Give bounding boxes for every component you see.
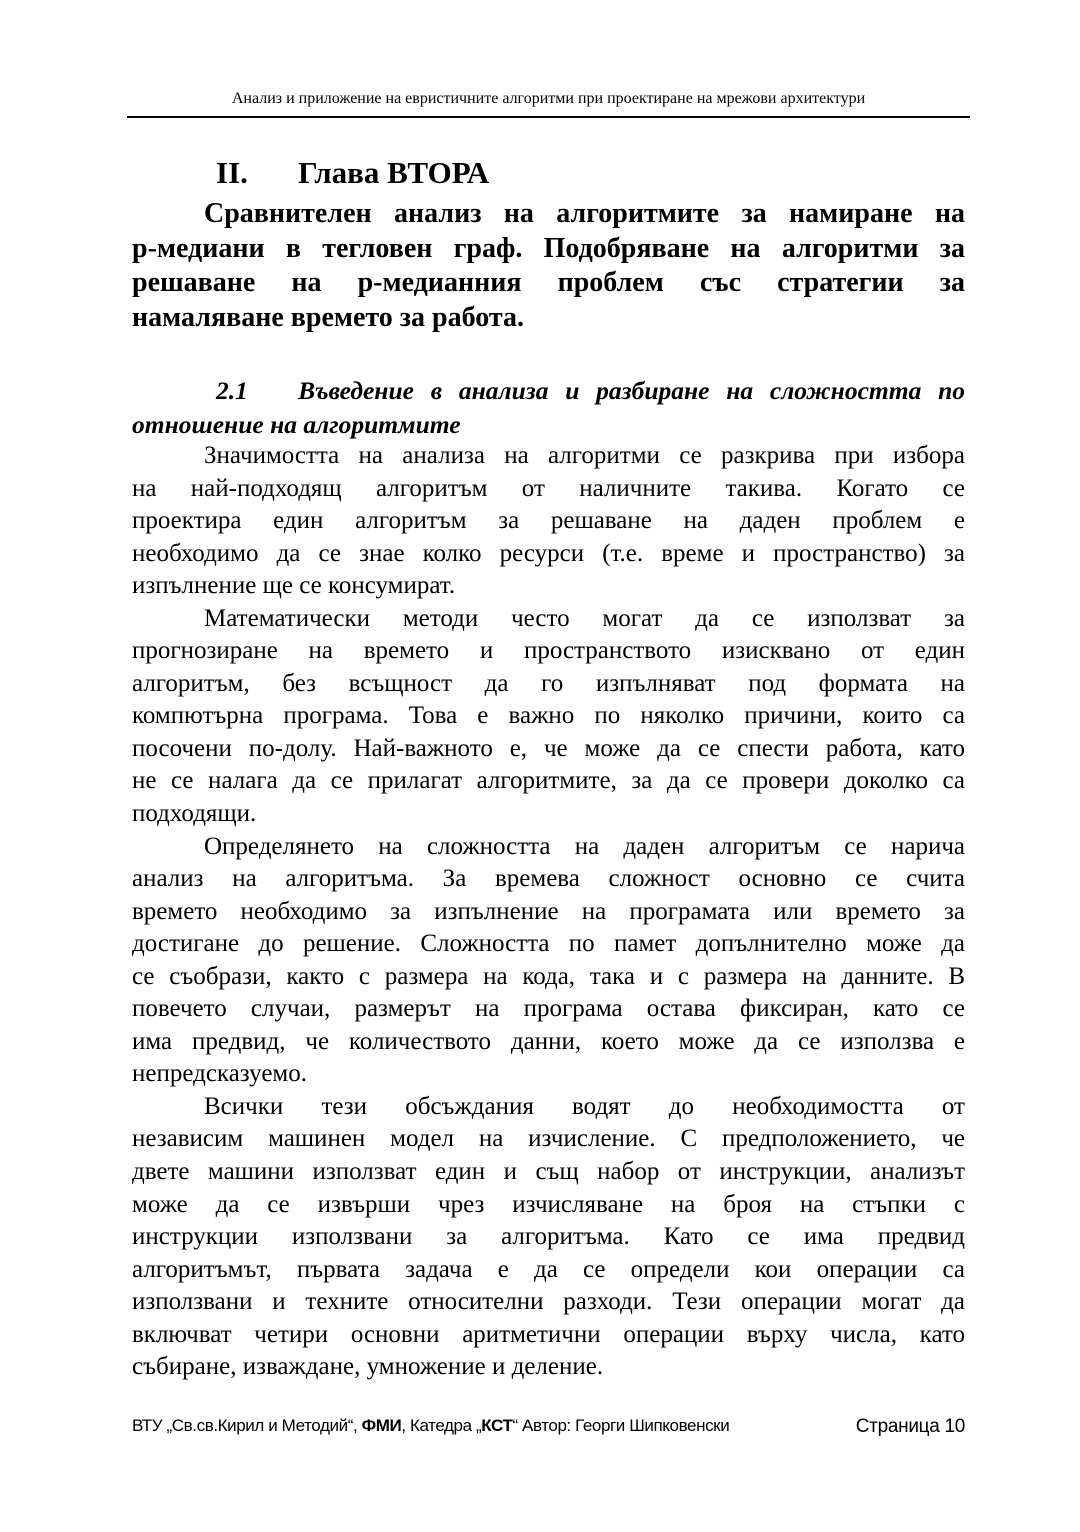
text-line: Всички тези обсъждания водят до необходимостта от	[204, 1092, 965, 1120]
paragraph	[132, 1091, 965, 1384]
text-line: използвани и техните относителни разходи. Тези операции могат да	[132, 1288, 965, 1316]
header-rule	[127, 116, 970, 118]
paragraph	[132, 831, 965, 1091]
paragraph	[132, 603, 965, 831]
chapter-subtitle	[132, 197, 965, 335]
chapter-number: II.	[216, 155, 248, 190]
page-footer	[132, 1416, 965, 1438]
text-line: алгоритъм, без всъщност да го изпълняват под формата на	[132, 669, 965, 697]
subtitle-line: решаване на р-медианния проблем със стратегии за	[132, 267, 965, 298]
text-line: инструкции използвани за алгоритъма. Като се има предвид	[132, 1223, 965, 1251]
text-line: може да се извърши чрез изчисляване на броя на стъпки с	[132, 1190, 965, 1218]
text-line: алгоритъмът, първата задача е да се определи кои операции са	[132, 1255, 965, 1283]
text-line: непредсказуемо.	[132, 1060, 307, 1088]
text-line: анализ на алгоритъма. За времева сложност основно се счита	[132, 865, 965, 893]
page-number: Страница 10	[855, 1416, 965, 1437]
text-line: посочени по-долу. Най-важното е, че може да се спести работа, като	[132, 734, 965, 762]
text-line: Математически методи често могат да се използват за	[204, 604, 965, 632]
text-line: не се налага да се прилагат алгоритмите, за да се провери доколко са	[132, 767, 965, 795]
text-line: двете машини използват един и същ набор от инструкции, анализът	[132, 1158, 965, 1186]
section-heading	[132, 374, 965, 442]
subtitle-line: намаляване времето за работа.	[132, 301, 524, 333]
section-title-line1: Въведение в анализа и разбиране на сложността по	[298, 376, 965, 405]
footer-dept: КСТ	[481, 1416, 513, 1435]
footer-affiliation	[132, 1416, 729, 1438]
text-line: подходящи.	[132, 800, 257, 828]
subtitle-line: Сравнителен анализ на алгоритмите за намиране на	[204, 198, 965, 229]
text-line: достигане до решение. Сложността по памет допълнително може да	[132, 930, 965, 958]
text-line: включват четири основни аритметични операции върху числа, като	[132, 1320, 965, 1348]
section-heading-line	[132, 374, 965, 408]
text-line: необходимо да се знае колко ресурси (т.е. време и пространство) за	[132, 539, 965, 567]
text-line: времето необходимо за изпълнение на програмата или времето за	[132, 897, 965, 925]
footer-faculty: ФМИ	[361, 1416, 402, 1435]
text-line: има предвид, че количеството данни, което може да се използва е	[132, 1027, 965, 1055]
section-number: 2.1	[216, 376, 248, 405]
text-line: независим машинен модел на изчисление. С предположението, че	[132, 1125, 965, 1153]
footer-dept-label: , Катедра „	[401, 1416, 482, 1435]
text-line: събиране, изваждане, умножение и деление.	[132, 1353, 604, 1381]
text-line: проектира един алгоритъм за решаване на даден проблем е	[132, 507, 965, 535]
subtitle-line: р-медиани в тегловен граф. Подобряване на алгоритми за	[132, 232, 965, 264]
text-line: Определянето на сложността на даден алгоритъм се нарича	[204, 832, 965, 860]
chapter-title: Глава ВТОРА	[298, 155, 490, 190]
text-line: изпълнение ще се консумират.	[132, 572, 456, 600]
chapter-heading	[216, 155, 489, 191]
text-line: се съобрази, както с размера на кода, така и с размера на данните. В	[132, 962, 965, 990]
text-line: Значимостта на анализа на алгоритми се разкрива при избора	[204, 442, 965, 469]
text-line: повечето случаи, размерът на програма остава фиксиран, като се	[132, 995, 965, 1023]
body-text	[132, 440, 965, 1384]
footer-author: “ Автор: Георги Шипковенски	[512, 1416, 730, 1435]
text-line: компютърна програма. Това е важно по няколко причини, които са	[132, 702, 965, 730]
paragraph	[132, 440, 965, 603]
running-header: Анализ и приложение на евристичните алгоритми при проектиране на мрежови архитектури	[231, 90, 866, 107]
text-line: прогнозиране на времето и пространството изисквано от един	[132, 637, 965, 665]
footer-university: ВТУ „Св.св.Кирил и Методий“,	[132, 1416, 362, 1435]
section-title-line2: отношение на алгоритмите	[132, 410, 461, 439]
text-line: на най-подходящ алгоритъм от наличните такива. Когато се	[132, 474, 965, 502]
